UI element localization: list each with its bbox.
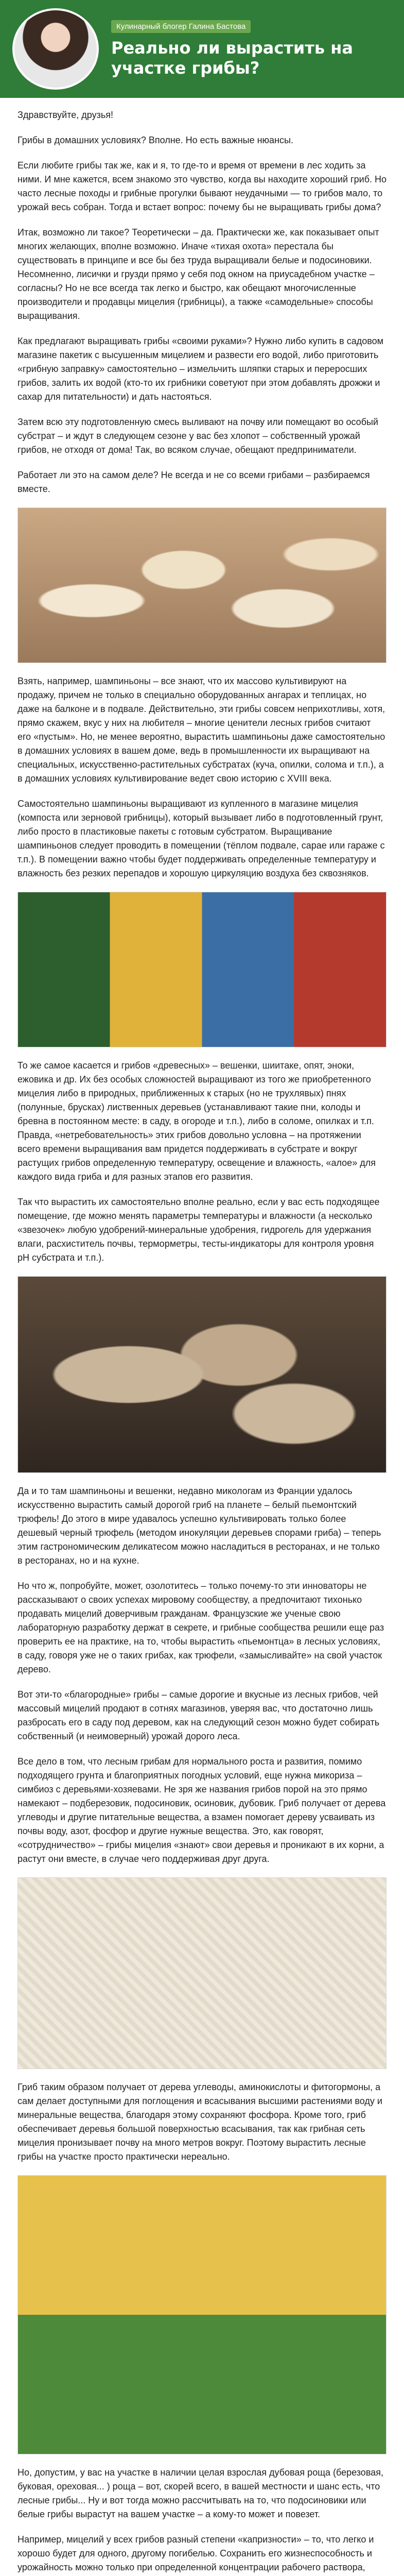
article-paragraph: Самостоятельно шампиньоны выращивают из купленного в магазине мицелия (компоста или зерновой грибницы), который вызывает либо в подготовленный грунт, либо просто в пластиковые пакеты с готовым субстратом. Выращивание шампиньонов следует проводить в помещении (тёплом подвале, сарае или гараже с т.п.). В помещении важно чтобы будет поддерживать определенные температуру и влажность без резких перепадов и хорошую циркуляцию воздуха без сквозняков.	[17, 799, 385, 878]
article-paragraph: Как предлагают выращивать грибы «своими руками»? Нужно либо купить в садовом магазине пакетик с высушенным мицелием и развести его водой, либо приготовить «грибную заправку» самостоятельно – измельчить шляпки старых и переросших грибов, залить их водой (кто-то их грибники советуют при этом добавлять дрожжи и сахар для питательности) и дать настояться.	[17, 336, 383, 402]
article	[0, 98, 404, 2576]
header-banner	[0, 0, 404, 98]
article-paragraph: Гриб таким образом получает от дерева углеводы, аминокислоты и фитогормоны, а сам делает доступными для поглощения и всасывания высшими растениями воду и минеральные вещества, благодаря этому сохраняют фосфора. Кроме того, гриб обеспечивает деревья большой поверхностью всасывания, так как грибная сеть мицелия пронизывает почву на много метров вокруг. Поэтому вырастить лесные грибы на участке просто практически нереально.	[17, 2082, 382, 2162]
article-paragraph: Но, допустим, у вас на участке в наличии целая взрослая дубовая роща (березовая, буковая, ореховая... ) роща – вот, скорей всего, в вашей местности и шанс есть, что лесные грибы... Ну и вот тогда можно рассчитывать на то, что подосиновики или белые грибы вырастут на вашем участке – а кому-то может и повезет.	[17, 2467, 383, 2519]
intro-paragraph: Грибы в домашних условиях? Вполне. Но есть важные нюансы.	[17, 135, 293, 145]
article-paragraph: Вот эти-то «благородные» грибы – самые дорогие и вкусные из лесных грибов, чей массовый мицелий продают в сотнях магазинов, уверяя вас, что достаточно лишь разбросать его в саду под деревом, как на следующий сезон можно будет собирать собственный (и неимоверный) урожай дорого леса.	[17, 1689, 380, 1741]
article-paragraph: Да и то там шампиньоны и вешенки, недавно микологам из Франции удалось искусственно вырастить самый дорогой гриб на планете – белый пьемонтский трюфель! До этого в мире удавалось успешно культивировать только более дешевый черный трюфель (методом инокуляции деревьев спорами гриба) – теперь этим гастрономическим деликатесом можно насладиться в ресторанах, и не только в ресторанах, но и на кухне.	[17, 1486, 381, 1566]
article-paragraph: Все дело в том, что лесным грибам для нормального роста и развития, помимо подходящего грунта и благоприятных погодных условий, еще нужна микориза – симбиоз с деревьями-хозяевами. Не зря же названия грибов порой на это прямо намекают – подберезовик, подосиновик, осиновик, дубовик. Гриб получает от дерева углеводы и другие питательные вещества, а взамен помогает дереву усваивать из почвы воду, азот, фосфор и другие нужные вещества. Это, как говорят, «сотрудничество» – грибы мицелия «знают» свои деревья и проникают в их корни, а растут они вместе, в случае чего поддерживая друг друга.	[17, 1756, 386, 1864]
article-paragraph: Взять, например, шампиньоны – все знают, что их массово культивируют на продажу, причем не только в специально оборудованных ангарах и теплицах, но даже на балконе и в подвале. Действительно, эти грибы совсем неприхотливы, хотя, прямо скажем, вкус у них на любителя – многие ценители лесных грибов считают его «пустым». Но, не менее вероятно, вырастить шампиньоны даже самостоятельно в домашних условиях в вашем доме, ведь в промышленности их выращивают на специальных, искусственно-растительных субстратах (куча, опилки, солома и т.п.), а в домашних условиях культивирование ведет свою историю с XVIII века.	[17, 676, 385, 784]
mycelium-packs-image	[17, 892, 387, 1047]
article-paragraph: Итак, возможно ли такое? Теоретически – да. Практически же, как показывает опыт многих желающих, вполне возможно. Иначе «тихая охота» перестала бы существовать в принципе и все бы без труда выращивали белые и подосиновики. Несомненно, лисички и грузди прямо у себя под окном на приусадебном участке – согласны? Но не все всегда так легко и быстро, как обещают многочисленные производители и продавцы мицелия (грибницы), а также «самодельные» способы выращивания.	[17, 227, 379, 321]
article-paragraph: Если любите грибы так же, как и я, то где-то и время от времени в лес ходить за ними. И мне кажется, всем знакомо это чувство, когда вы находите хороший гриб. Но часто лесные походы и грибные прогулки бывают неудачными — то грибов мало, то урожай весь собран. Тогда и встает вопрос: почему бы не выращивать грибы дома?	[17, 160, 387, 212]
forest-mushroom-packs-image	[17, 2175, 387, 2454]
article-paragraph: Работает ли это на самом деле? Не всегда и не со всеми грибами – разбираемся вместе.	[17, 470, 370, 494]
author-photo	[12, 8, 99, 90]
mushrooms-image	[17, 507, 387, 663]
article-paragraph: Например, мицелий у всех грибов разный степени «капризности» – то, что легко и хорошо будет для одного, другому погибелью. Сохранить его жизнеспособность и урожайность можно только при определенной концентрации рабочего раствора,	[17, 2534, 374, 2572]
article-paragraph: Так что вырастить их самостоятельно вполне реально, если у вас есть подходящее помещение, где можно менять параметры температуры и влажности (а несколько «звезочек» любую удобрений-минеральные удобрения, гидрогель для удержания влаги, расхиститель почвы, терморметры, тесты-индикаторы для контроля уровня pH субстрата и т.п.).	[17, 1197, 380, 1263]
article-paragraph: Но что ж, попробуйте, может, озолотитесь – только почему-то эти инноваторы не рассказывают о своих успехах мировому сообществу, а предпочитают тихонько продавать мицелий доверчивым гражданам. Французские же ученые свою лабораторную разработку держат в секрете, и грибные сообщества решили еще раз проверить ее на практике, на то, чтобы вырастить «пьемонтца» в лесных условиях, в саду, говоря уже не о таких грибах, как трюфели, «замысливайте» на свой участок дерево.	[17, 1581, 384, 1674]
banner-title: Реально ли вырастить на участке грибы?	[111, 38, 353, 78]
greeting: Здравствуйте, друзья!	[17, 110, 113, 120]
oyster-mushrooms-image	[17, 1276, 387, 1473]
banner-text	[111, 20, 392, 78]
mycelium-closeup-image	[17, 1877, 387, 2069]
article-paragraph: То же самое касается и грибов «древесных» – вешенки, шиитаке, опят, эноки, ежовика и др. Их без особых сложностей выращивают из того же приобретенного мицелия либо в природных, приближенных к старых (но не трухлявых) пнях (полунные, брусках) лиственных деревьев (устанавливают такие пни, колоды и бревна в постоянном месте: в саду, в огороде и т.п.), либо в соломе, опилках и т.п. Правда, «нетребовательность» этих грибов довольно условна – на протяжении всего времени выращивания вам придется поддерживать в субстрате и вокруг растущих грибов определенную температуру, освещение и влажность, «алое» для каждого вида гриба и для разных этапов его развития.	[17, 1060, 376, 1182]
article-paragraph: Затем всю эту подготовленную смесь выливают на почву или помещают во особый субстрат – и ждут в следующем сезоне у вас без хлопот – собственный урожай грибов, не отходя от дома! Так, во всяком случае, обещают предприниматели.	[17, 417, 378, 455]
author-badge: Кулинарный блогер Галина Бастова	[111, 20, 251, 33]
